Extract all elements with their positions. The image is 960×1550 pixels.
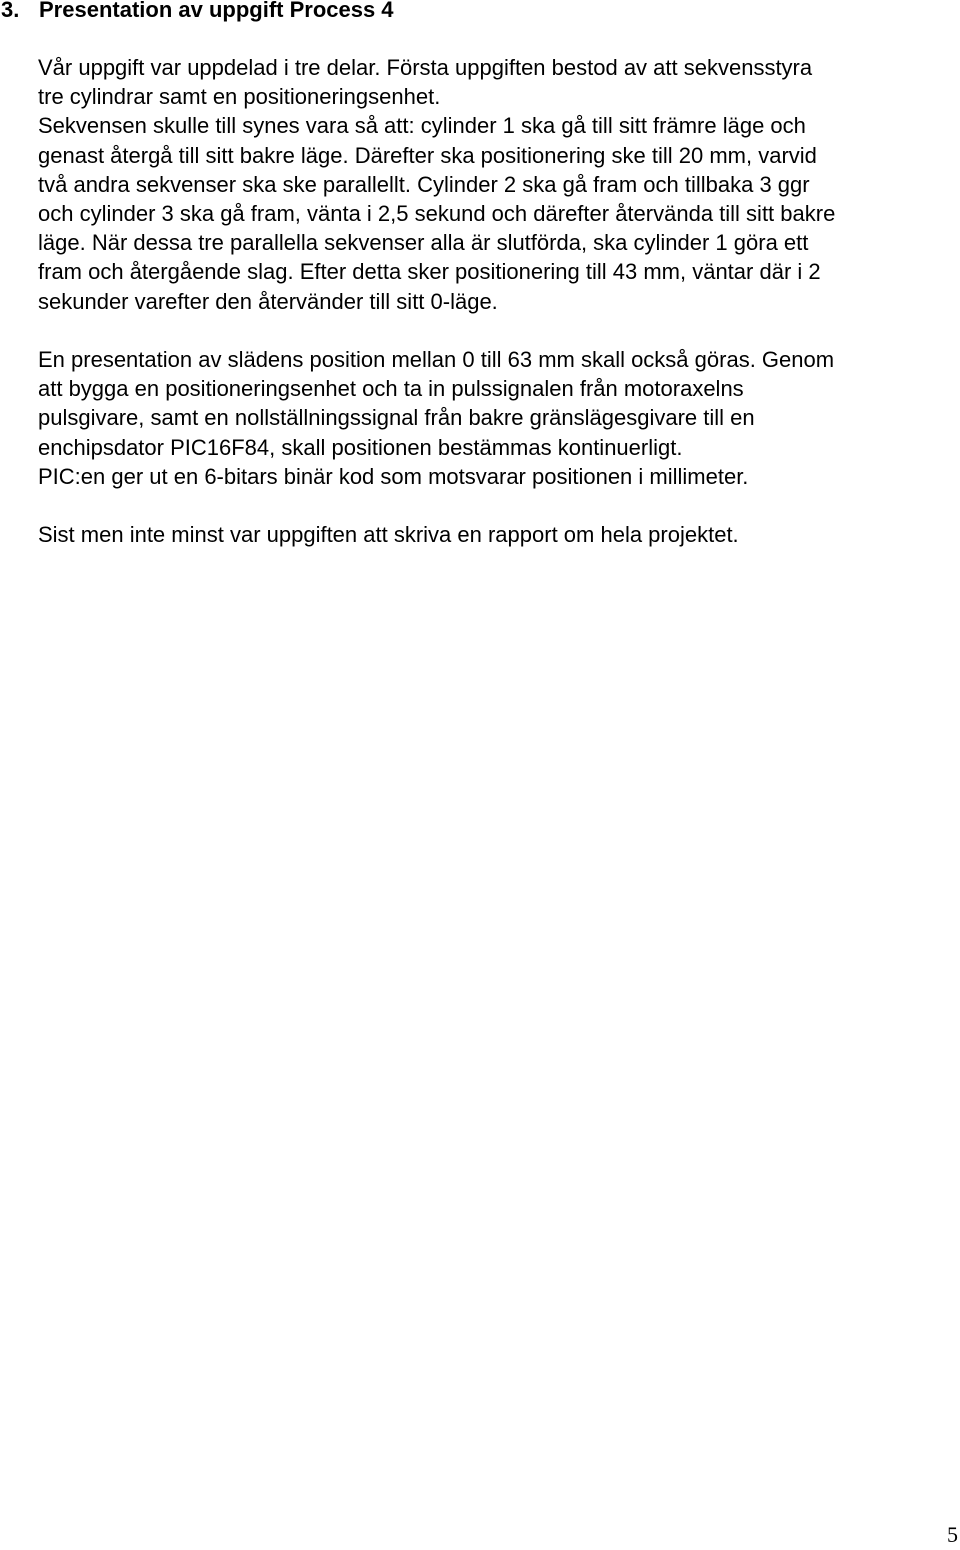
text-line: sekunder varefter den återvänder till sitt 0-läge. (38, 288, 498, 314)
text-line: enchipsdator PIC16F84, skall positionen bestämmas kontinuerligt. (38, 434, 683, 460)
text-line: tre cylindrar samt en positioneringsenhet. (38, 84, 441, 110)
paragraph-position-presentation (38, 345, 960, 491)
body-text (38, 53, 960, 549)
text-line: Sist men inte minst var uppgiften att skriva en rapport om hela projektet. (38, 522, 739, 548)
text-line: två andra sekvenser ska ske parallellt. Cylinder 2 ska gå fram och tillbaka 3 ggr (38, 171, 810, 197)
text-line: PIC:en ger ut en 6-bitars binär kod som motsvarar positionen i millimeter. (38, 463, 749, 489)
text-line: att bygga en positioneringsenhet och ta in pulssignalen från motoraxelns (38, 376, 744, 402)
paragraph-gap (38, 316, 960, 345)
text-line: läge. När dessa tre parallella sekvenser alla är slutförda, ska cylinder 1 göra ett (38, 230, 809, 256)
text-line: genast återgå till sitt bakre läge. Därefter ska positionering ske till 20 mm, varvid (38, 142, 817, 168)
paragraph-gap (38, 491, 960, 520)
section-title: Presentation av uppgift Process 4 (39, 0, 394, 22)
text-line: En presentation av slädens position mellan 0 till 63 mm skall också göras. Genom (38, 347, 835, 373)
paragraph-report (38, 520, 960, 549)
text-line: Vår uppgift var uppdelad i tre delar. Första uppgiften bestod av att sekvensstyra (38, 55, 813, 80)
text-line: fram och återgående slag. Efter detta sker positionering till 43 mm, väntar där i 2 (38, 259, 821, 285)
text-line: pulsgivare, samt en nollställningssignal från bakre gränslägesgivare till en (38, 405, 755, 431)
text-line: och cylinder 3 ska gå fram, vänta i 2,5 sekund och därefter återvända till sitt bakre (38, 201, 836, 227)
paragraph-task-overview (38, 53, 960, 316)
page-number: 5 (947, 1522, 958, 1547)
section-number: 3. (1, 0, 20, 22)
text-line: Sekvensen skulle till synes vara så att: cylinder 1 ska gå till sitt främre läge och (38, 113, 806, 139)
section-heading (0, 0, 394, 26)
